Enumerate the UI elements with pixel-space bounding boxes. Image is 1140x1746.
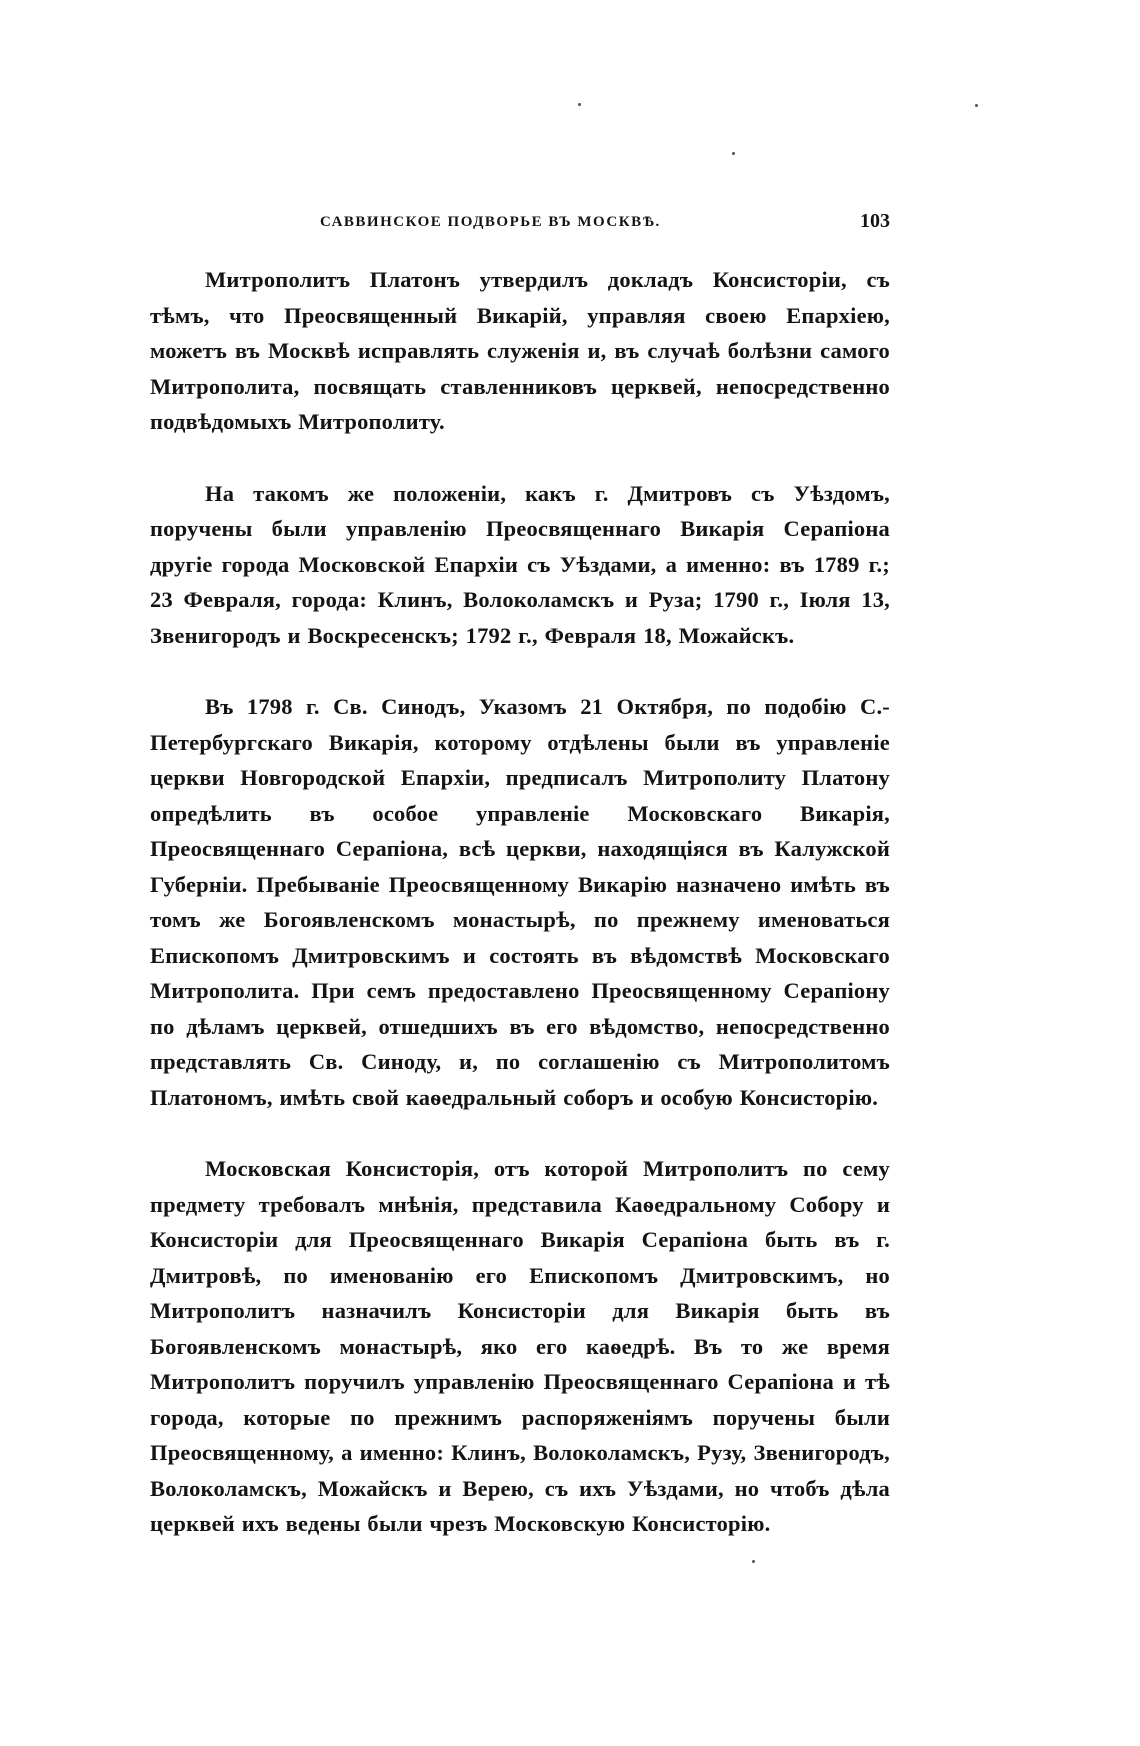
print-speck <box>732 152 735 155</box>
page-number: 103 <box>860 210 890 232</box>
print-speck <box>975 104 978 107</box>
print-speck <box>752 1560 755 1563</box>
running-title: САВВИНСКОЕ ПОДВОРЬЕ ВЪ МОСКВѢ. <box>320 214 661 230</box>
paragraph-3: Въ 1798 г. Св. Синодъ, Указомъ 21 Октября, по подобію С.-Петербургскаго Викарія, которому отдѣлены были въ управленіе церкви Новгородской Епархіи, предписалъ Митрополиту Платону опредѣлить въ особое управленіе Московскаго Викарія, Преосвященнаго Серапіона, всѣ церкви, находящіяся въ Калужской Губерніи. Пребываніе Преосвященному Викарію назначено имѣть въ томъ же Богоявленскомъ монастырѣ, по прежнему именоваться Епископомъ Дмитровскимъ и состоять въ вѣдомствѣ Московскаго Митрополита. При семъ предоставлено Преосвященному Серапіону по дѣламъ церквей, отшедшихъ въ его вѣдомство, непосредственно представлять Св. Синоду, и, по соглашенію съ Митрополитомъ Платономъ, имѣть свой каѳедральный соборъ и особую Консисторію. <box>150 694 890 1110</box>
running-head <box>150 210 890 242</box>
body-text <box>150 262 890 1542</box>
paragraph-1: Митрополитъ Платонъ утвердилъ докладъ Консисторіи, съ тѣмъ, что Преосвященный Викарій, управляя своею Епархіею, можетъ въ Москвѣ исправлять служенія и, въ случаѣ болѣзни самого Митрополита, посвящать ставленниковъ церквей, непосредственно подвѣдомыхъ Митрополиту. <box>150 267 890 434</box>
paragraph-4: Московская Консисторія, отъ которой Митрополитъ по сему предмету требовалъ мнѣнія, представила Каѳедральному Собору и Консисторіи для Преосвященнаго Викарія Серапіона быть въ г. Дмитровѣ, по именованію его Епископомъ Дмитровскимъ, но Митрополитъ назначилъ Консисторіи для Викарія быть въ Богоявленскомъ монастырѣ, яко его каѳедрѣ. Въ то же время Митрополитъ поручилъ управленію Преосвященнаго Серапіона и тѣ города, которые по прежнимъ распоряженіямъ поручены были Преосвященному, а именно: Клинъ, Волоколамскъ, Рузу, Звенигородъ, Волоколамскъ, Можайскъ и Верею, съ ихъ Уѣздами, но чтобъ дѣла церквей ихъ ведены были чрезъ Московскую Консисторію. <box>150 1156 890 1536</box>
paragraph-2: На такомъ же положеніи, какъ г. Дмитровъ съ Уѣздомъ, поручены были управленію Преосвященнаго Викарія Серапіона другіе города Московской Епархіи съ Уѣздами, а именно: въ 1789 г.; 23 Февраля, города: Клинъ, Волоколамскъ и Руза; 1790 г., Іюля 13, Звенигородъ и Воскресенскъ; 1792 г., Февраля 18, Можайскъ. <box>150 480 890 648</box>
print-speck <box>578 103 581 106</box>
